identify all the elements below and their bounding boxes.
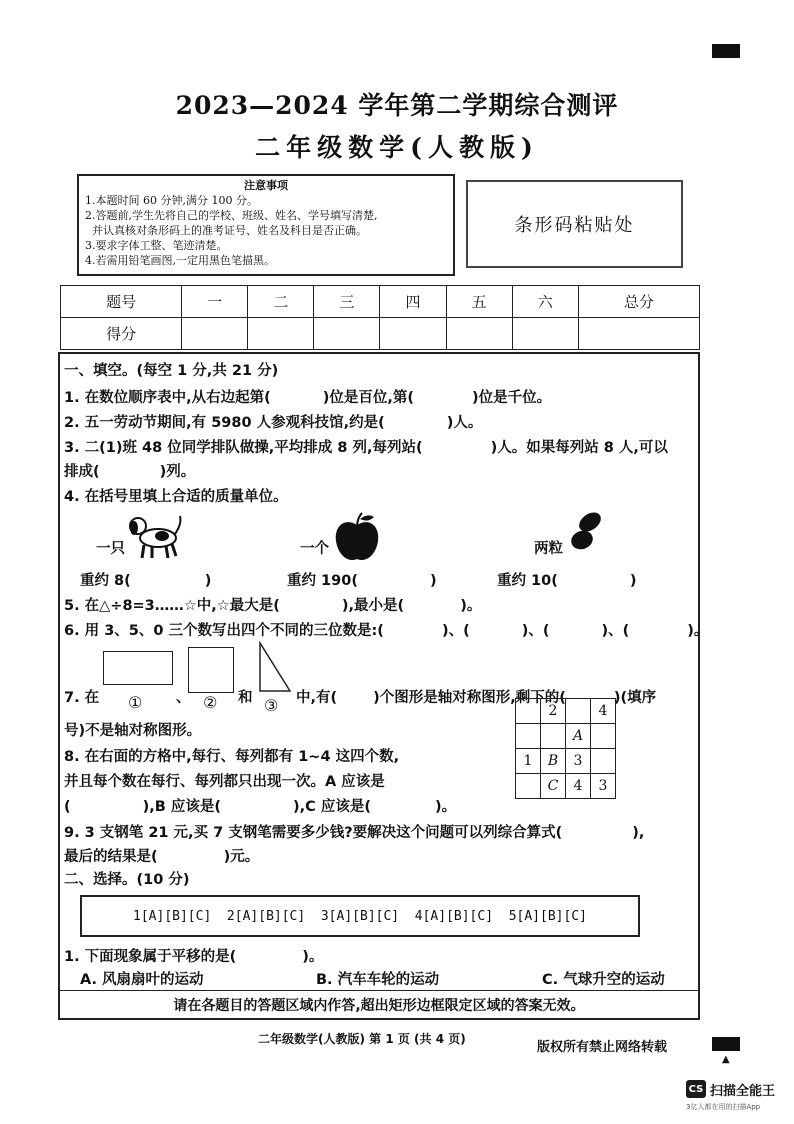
question-4: 4. 在括号里填上合适的质量单位。 [64,489,288,505]
score-cell[interactable] [182,318,248,350]
grid-cell: 4 [591,699,616,724]
table-row [516,774,616,799]
question-2: 2. 五一劳动节期间,有 5980 人参观科技馆,约是( )人。 [64,415,483,431]
q7-and: 和 [238,690,253,706]
rectangle-shape [103,651,173,685]
q4-weight-3: 重约 10( ) [497,573,637,589]
answer-sheet-box[interactable] [80,895,640,937]
question-8: 8. 在右面的方格中,每行、每列都有 1~4 这四个数, [64,749,400,765]
table-row [516,749,616,774]
grid-cell[interactable] [516,724,541,749]
notes-heading: 注意事项 [244,179,288,192]
question-9-cont: 最后的结果是( )元。 [64,849,260,865]
q4-weight-1: 重约 8( ) [80,573,212,589]
score-header-cell: 二 [248,286,314,318]
question-3: 3. 二(1)班 48 位同学排队做操,平均排成 8 列,每列站( )人。如果每列站 8 人,可以 [64,440,668,456]
question-9: 9. 3 支钢笔 21 元,买 7 支钢笔需要多少钱?要解决这个问题可以列综合算式( ), [64,825,645,841]
q4-prefix: 两粒 [534,541,563,557]
scanner-logo-icon: CS [686,1080,706,1098]
grid-cell[interactable] [591,724,616,749]
table-row [61,286,700,318]
beans-icon [566,506,606,556]
score-header-cell: 六 [512,286,578,318]
scanner-app-name: 扫描全能王 [710,1084,776,1099]
arrow-up-icon: ▲ [722,1054,730,1065]
notes-item: 1.本题时间 60 分钟,满分 100 分。 [85,194,258,207]
apple-icon [334,511,380,563]
page-subtitle: 二年级数学(人教版) [255,133,539,162]
score-table [60,285,700,350]
table-row [516,724,616,749]
choice-question-1: 1. 下面现象属于平移的是( )。 [64,949,324,965]
choice-option[interactable]: B. 汽车车轮的运动 [316,972,440,988]
dog-icon [124,512,186,560]
scanner-tagline: 3亿人都在用的扫描App [686,1103,761,1111]
notes-item: 4.若需用铅笔画图,一定用黑色笔描黑。 [85,254,275,267]
shape-label: ② [203,693,218,712]
score-cell[interactable] [380,318,446,350]
page-title: 2023—2024 学年第二学期综合测评 [175,91,619,120]
section2-heading: 二、选择。(10 分) [64,872,190,888]
registration-mark-top [712,44,740,58]
table-row [516,699,616,724]
score-cell[interactable] [578,318,699,350]
grid-cell: 3 [566,749,591,774]
grid-cell: 2 [541,699,566,724]
grid-cell[interactable] [516,699,541,724]
right-triangle-shape [258,641,292,693]
score-cell[interactable] [446,318,512,350]
answer-area-warning: 请在各题目的答题区域内作答,超出矩形边框限定区域的答案无效。 [60,990,698,1019]
grid-cell: B [541,749,566,774]
copyright-notice: 版权所有禁止网络转载 [537,1040,668,1055]
notes-item: 2.答题前,学生先将自己的学校、班级、姓名、学号填写清楚, [85,209,378,222]
choice-option[interactable]: C. 气球升空的运动 [542,972,665,988]
grid-cell[interactable] [566,699,591,724]
score-header-cell: 四 [380,286,446,318]
registration-mark-bottom [712,1037,740,1051]
latin-square-grid [515,698,616,799]
notes-item: 3.要求字体工整、笔迹清楚。 [85,239,228,252]
question-7-text: 中,有( )个图形是轴对称图形,剩下的( )(填序 [296,690,657,706]
score-header-cell: 题号 [61,286,182,318]
question-8-cont: 并且每个数在每行、每列都只出现一次。A 应该是 [64,774,385,790]
question-5: 5. 在△÷8=3……☆中,☆最大是( ),最小是( )。 [64,598,482,614]
question-1: 1. 在数位顺序表中,从右边起第( )位是百位,第( )位是千位。 [64,390,552,406]
grid-cell: 1 [516,749,541,774]
grid-cell: C [541,774,566,799]
choice-option[interactable]: A. 风扇扇叶的运动 [80,972,204,988]
score-header-cell: 三 [314,286,380,318]
q4-prefix: 一个 [300,541,329,557]
shape-label: ③ [264,696,279,715]
answer-sheet-options: 1[A][B][C] 2[A][B][C] 3[A][B][C] 4[A][B][C] 5[A][B][C] [133,908,587,924]
grid-cell: 4 [566,774,591,799]
shape-label: ① [128,693,143,712]
score-cell[interactable] [314,318,380,350]
square-shape [188,647,234,693]
question-8-answers: ( ),B 应该是( ),C 应该是( )。 [64,799,457,815]
section1-heading: 一、填空。(每空 1 分,共 21 分) [64,363,279,379]
grid-cell[interactable] [591,749,616,774]
score-header-cell: 五 [446,286,512,318]
grid-cell: 3 [591,774,616,799]
page-footer: 二年级数学(人教版) 第 1 页 (共 4 页) [258,1032,466,1046]
grid-cell[interactable] [541,724,566,749]
score-cell[interactable] [248,318,314,350]
question-6: 6. 用 3、5、0 三个数写出四个不同的三位数是:( )、( )、( )、( )。 [64,623,709,639]
score-row-label: 得分 [61,318,182,350]
q4-prefix: 一只 [96,541,125,557]
q7-separator: 、 [176,690,191,706]
grid-cell[interactable] [516,774,541,799]
barcode-label: 条形码粘贴处 [514,215,635,236]
question-7-cont: 号)不是轴对称图形。 [64,723,202,739]
score-cell[interactable] [512,318,578,350]
notes-box [77,174,455,276]
q4-weight-2: 重约 190( ) [287,573,437,589]
score-header-cell: 一 [182,286,248,318]
question-7: 7. 在 [64,690,100,706]
notes-item: 并认真核对条形码上的准考证号、姓名及科目是否正确。 [85,224,367,237]
table-row [61,318,700,350]
question-3-cont: 排成( )列。 [64,464,196,480]
barcode-area [466,180,683,268]
grid-cell: A [566,724,591,749]
score-header-cell: 总分 [578,286,699,318]
